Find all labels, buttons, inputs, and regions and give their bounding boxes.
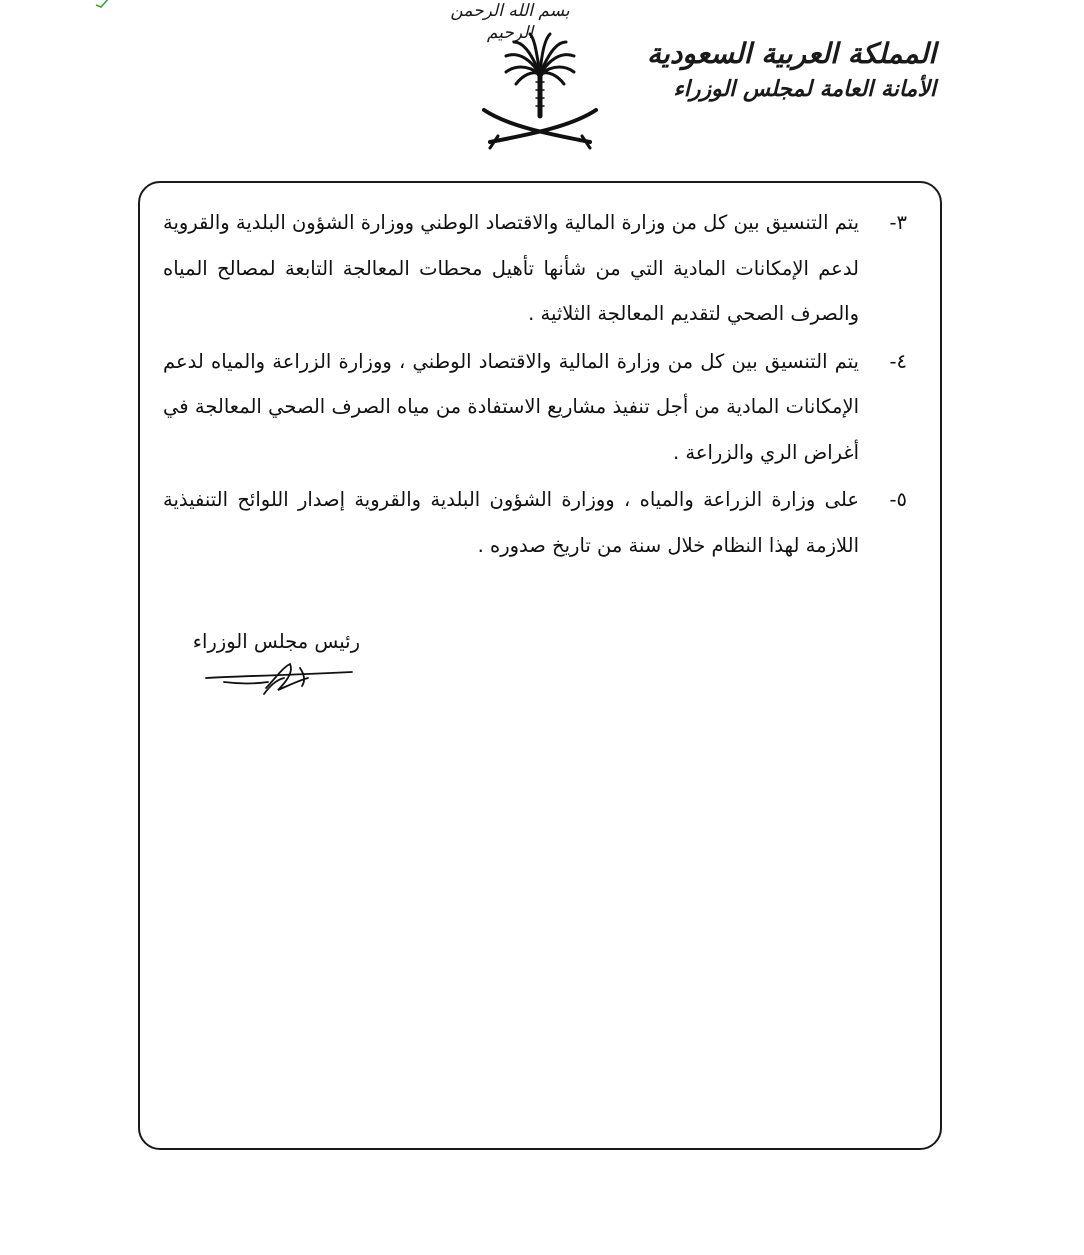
clause-number: ٥-	[889, 488, 907, 511]
clause-text: يتم التنسيق بين كل من وزارة المالية والاقتصاد الوطني ، ووزارة الزراعة والمياه لدعم الإمكانات المادية من أجل تنفيذ مشاريع الاستفادة من مياه الصرف الصحي المعالجة في أغراض الري والزراعة .	[163, 349, 859, 464]
letterhead-secretariat: الأمانة العامة لمجلس الوزراء	[673, 76, 936, 102]
letterhead-kingdom: المملكة العربية السعودية	[647, 37, 936, 70]
saudi-emblem-icon	[478, 30, 602, 155]
clause-4	[163, 339, 907, 476]
clause-3	[163, 200, 907, 337]
corner-check-mark	[95, 0, 111, 8]
clause-text: يتم التنسيق بين كل من وزارة المالية والاقتصاد الوطني ووزارة الشؤون البلدية والقروية لدعم الإمكانات المادية التي من شأنها تأهيل محطات المعالجة التابعة لمصالح المياه والصرف الصحي لتقديم المعالجة الثلاثية .	[163, 211, 859, 325]
handwritten-signature	[204, 654, 354, 702]
clause-number: ٣-	[889, 211, 907, 234]
clause-5	[163, 477, 907, 568]
clause-text: على وزارة الزراعة والمياه ، ووزارة الشؤون البلدية والقروية إصدار اللوائح التنفيذية اللازمة لهذا النظام خلال سنة من تاريخ صدوره .	[163, 488, 859, 557]
clauses-list	[163, 200, 907, 570]
basmala-heading: بسم الله الرحمن الرحيم	[450, 1, 570, 43]
signatory-title: رئيس مجلس الوزراء	[192, 630, 360, 653]
letterhead	[647, 34, 936, 104]
signature-block	[170, 624, 360, 704]
clause-number: ٤-	[889, 349, 907, 373]
